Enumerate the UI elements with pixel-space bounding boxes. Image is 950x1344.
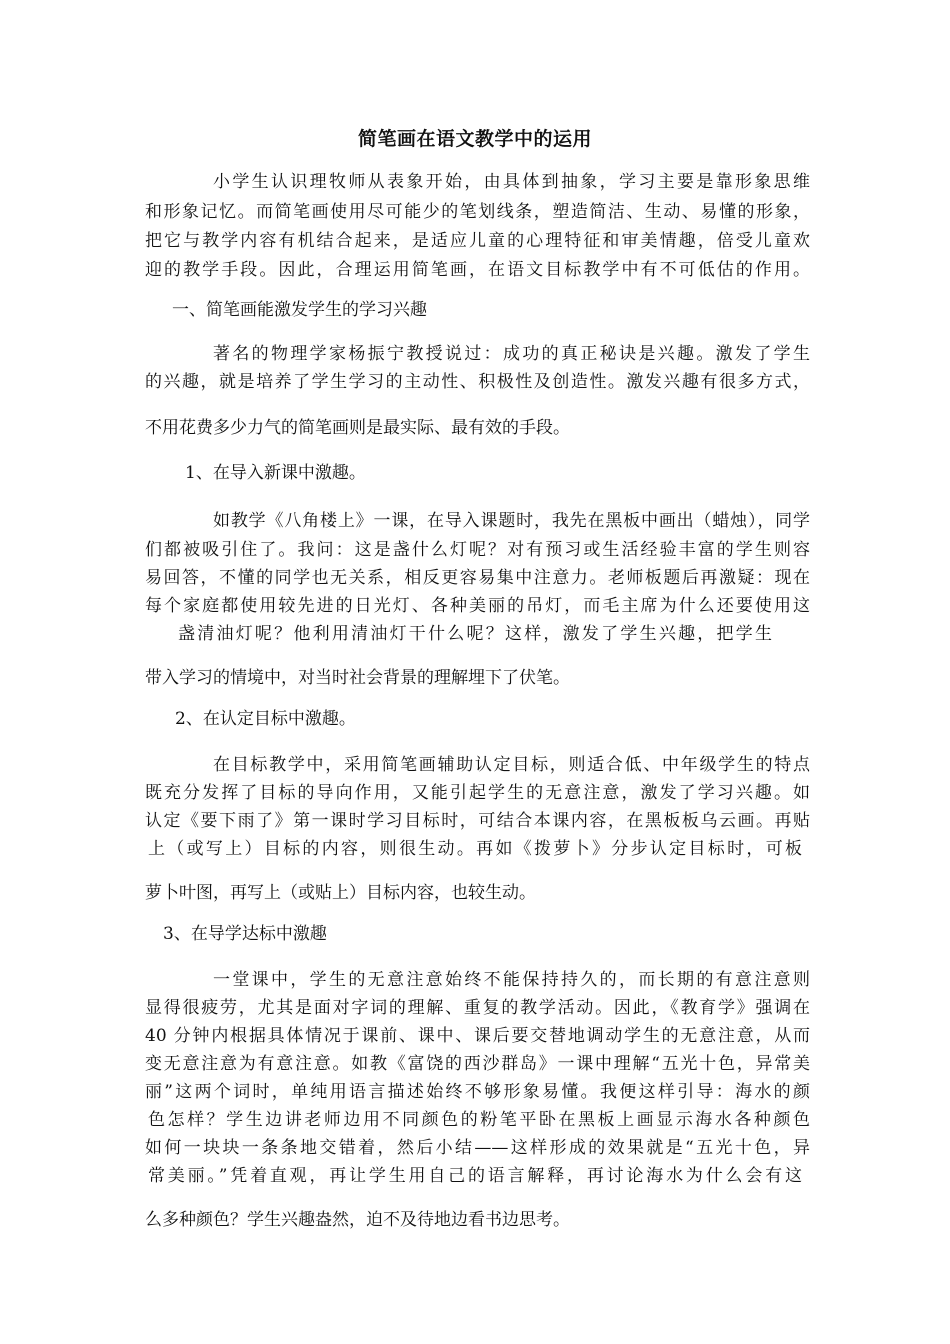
sub1-line-2: 们都被吸引住了。我问：这是盏什么灯呢？对有预习或生活经验丰富的学生则容 (145, 540, 810, 560)
intro-line-1: 小学生认识理牧师从表象开始，由具体到抽象，学习主要是靠形象思维 (213, 172, 810, 192)
subsection-heading-3: 3、在导学达标中激趣 (163, 924, 327, 944)
sub3-line-6: 色怎样？学生边讲老师边用不同颜色的粉笔平卧在黑板上画显示海水各种颜色 (148, 1110, 810, 1130)
subsection-heading-1: 1、在导入新课中激趣。 (185, 463, 366, 483)
intro-line-4: 迎的教学手段。因此，合理运用简笔画，在语文目标教学中有不可低估的作用。 (145, 260, 810, 280)
sub2-line-1: 在目标教学中，采用简笔画辅助认定目标，则适合低、中年级学生的特点 (213, 755, 810, 775)
sub2-line-5: 萝卜叶图，再写上（或贴上）目标内容，也较生动。 (145, 883, 536, 903)
sub2-line-2: 既充分发挥了目标的导向作用，又能引起学生的无意注意，激发了学习兴趣。如 (145, 783, 810, 803)
sub1-line-3: 易回答，不懂的同学也无关系，相反更容易集中注意力。老师板题后再激疑：现在 (145, 568, 810, 588)
sub1-line-1: 如教学《八角楼上》一课，在导入课题时，我先在黑板中画出（蜡烛），同学 (213, 511, 810, 531)
intro-line-3: 把它与教学内容有机结合起来，是适应儿童的心理特征和审美情趣，倍受儿童欢 (145, 231, 810, 251)
sub1-line-5: 盏清油灯呢？他利用清油灯干什么呢？这样，激发了学生兴趣，把学生 (178, 624, 772, 644)
sub1-line-6: 带入学习的情境中，对当时社会背景的理解埋下了伏笔。 (145, 668, 570, 688)
sub2-line-3: 认定《要下雨了》第一课时学习目标时，可结合本课内容，在黑板板乌云画。再贴 (145, 811, 810, 831)
sub1-line-4: 每个家庭都使用较先进的日光灯、各种美丽的吊灯，而毛主席为什么还要使用这 (145, 596, 810, 616)
sub3-line-1: 一堂课中，学生的无意注意始终不能保持持久的，而长期的有意注意则 (213, 970, 810, 990)
sub3-line-8: 常美丽。”凭着直观，再让学生用自己的语言解释，再讨论海水为什么会有这 (148, 1166, 802, 1186)
sub3-line-3: 40 分钟内根据具体情况于课前、课中、课后要交替地调动学生的无意注意，从而 (145, 1026, 810, 1046)
section-heading-1: 一、简笔画能激发学生的学习兴趣 (172, 300, 427, 320)
subsection-heading-2: 2、在认定目标中激趣。 (175, 709, 356, 729)
document-title: 简笔画在语文教学中的运用 (357, 128, 592, 150)
sub3-line-9: 么多种颜色？学生兴趣盎然，迫不及待地边看书边思考。 (145, 1210, 570, 1230)
intro-line-2: 和形象记忆。而简笔画使用尽可能少的笔划线条，塑造简洁、生动、易懂的形象， (145, 202, 810, 222)
sub3-line-7: 如何一块块一条条地交错着，然后小结——这样形成的效果就是“五光十色，异 (145, 1138, 810, 1158)
sub2-line-4: 上（或写上）目标的内容，则很生动。再如《拨萝卜》分步认定目标时，可板 (148, 839, 802, 859)
sub3-line-5: 丽”这两个词时，单纯用语言描述始终不够形象易懂。我便这样引导：海水的颜 (145, 1082, 810, 1102)
section1-line-3: 不用花费多少力气的简笔画则是最实际、最有效的手段。 (145, 418, 570, 438)
section1-line-2: 的兴趣，就是培养了学生学习的主动性、积极性及创造性。激发兴趣有很多方式， (145, 372, 810, 392)
section1-line-1: 著名的物理学家杨振宁教授说过：成功的真正秘诀是兴趣。激发了学生 (213, 344, 810, 364)
sub3-line-4: 变无意注意为有意注意。如教《富饶的西沙群岛》一课中理解“五光十色，异常美 (145, 1054, 810, 1074)
sub3-line-2: 显得很疲劳，尤其是面对字词的理解、重复的教学活动。因此，《教育学》强调在 (145, 998, 810, 1018)
